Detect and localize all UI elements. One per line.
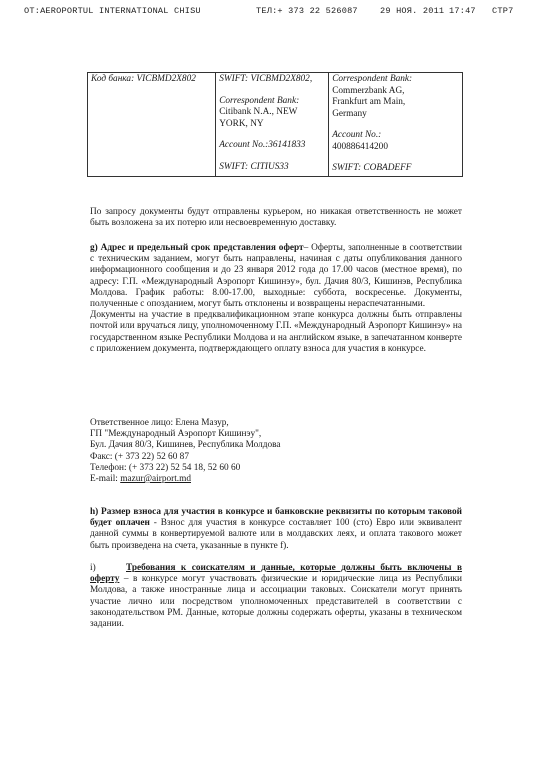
swift-citibank-cell — [216, 73, 329, 177]
contact-email-line — [90, 474, 462, 485]
fax-header — [24, 4, 534, 20]
fax-page: CTP7 — [492, 6, 514, 16]
section-i — [90, 563, 462, 630]
fax-sender: OT:AEROPORTUL INTERNATIONAL CHISU — [24, 6, 201, 16]
courier-note: По запросу документы будут отправлены курьером, но никакая ответственность не может быть возложена за их потерю или несвоевременную доставку. — [90, 207, 462, 229]
correspondent-bank-line3: Germany — [332, 108, 367, 119]
contact-person: Ответственное лицо: Елена Мазур, — [90, 418, 229, 428]
section-i-heading: Требования к соискателям и данные, которые должны быть включены в оферту — [90, 563, 462, 585]
account-number: 400886414200 — [332, 141, 388, 152]
section-h-body: - Взнос для участия в конкурсе составляет 100 (сто) Евро или эквивалент данной суммы в конвертируемой валюте или в молдавских леях, и оплата такового может быть произведена на счета, указанные в пункте f). — [90, 518, 462, 551]
bank-code-cell — [88, 73, 216, 177]
email-label: E-mail: — [90, 474, 118, 485]
bank-code: Код банка: VICBMD2X802 — [91, 74, 196, 84]
contact-phone: Телефон: (+ 373 22) 52 54 18, 52 60 60 — [90, 462, 241, 473]
swift-secondary: SWIFT: CITIUS33 — [219, 161, 289, 172]
section-g-body2: Документы на участие в предквалификационном этапе конкурса должны быть отправлены почтой или вручаться лицу, уполномоченному Г.П. «Международный Аэропорт Кишинэу» на государственном языке Республики Молдова и на английском языке, в запечатанном конверте с приложением документа, подтверждающего оплату взноса для участия в конкурсе. — [90, 310, 462, 354]
section-g — [90, 243, 462, 355]
account-label: Account No.: — [332, 130, 382, 140]
section-i-marker: i) — [90, 563, 96, 573]
fax-date: 29 HOЯ. 2011 — [380, 6, 445, 16]
section-h — [90, 507, 462, 552]
correspondent-bank-line1: Commerzbank AG, — [332, 85, 405, 96]
swift-primary: SWIFT: VICBMD2X802, — [219, 74, 313, 84]
contact-fax: Факс: (+ 373 22) 52 60 87 — [90, 451, 189, 462]
correspondent-bank-line2: YORK, NY — [219, 118, 264, 129]
contact-org: ГП "Международный Аэропорт Кишинэу", — [90, 429, 262, 440]
section-g-body: – Оферты, заполненные в соответствии с техническим заданием, могут быть направлены, начиная с даты опубликования данного информационного сообщения и до 23 января 2012 года до 17.00 часов (местное время), по адресу: Г.П. «Международный Аэропорт Кишинэу», бул. Дачия 80/3, Кишинэв, Республика Молдова. График работы: 8.00-17.00, выходные: суббота, воскресенье. Документы, полученные с опозданием, могут быть отклонены и возвращены нераспечатанными. — [90, 243, 462, 310]
commerzbank-cell — [329, 73, 463, 177]
contact-block — [90, 418, 462, 485]
account-number: Account No.:36141833 — [219, 140, 306, 150]
swift-code: SWIFT: COBADEFF — [332, 163, 412, 173]
email-link[interactable]: mazur@airport.md — [120, 474, 191, 485]
contact-address: Бул. Дачия 80/3, Кишинев, Республика Молдова — [90, 440, 281, 451]
correspondent-bank-line1: Citibank N.A., NEW — [219, 107, 298, 117]
section-i-body: – в конкурсе могут участвовать физические и юридические лица из Республики Молдова, а также иностранные лица и ассоциации таковых. Соискатели могут принять участие лично или посредством уполномоченных представителей в соответствии с законодательством РМ. Данные, которые должны содержать оферты, указаны в техническом задании. — [90, 574, 462, 630]
bank-details-table — [87, 72, 463, 177]
correspondent-bank-line2: Frankfurt am Main, — [332, 97, 406, 107]
correspondent-label: Correspondent Bank: — [332, 74, 413, 84]
section-h-heading: h) Размер взноса для участия в конкурсе и банковские реквизиты по которым таковой будет оплачен — [90, 507, 462, 529]
correspondent-label: Correspondent Bank: — [219, 95, 300, 106]
section-g-heading: g) Адрес и предельный срок представления оферт — [90, 243, 304, 253]
fax-phone: TEЛ:+ 373 22 526087 — [256, 6, 358, 16]
fax-time: 17:47 — [449, 6, 476, 16]
